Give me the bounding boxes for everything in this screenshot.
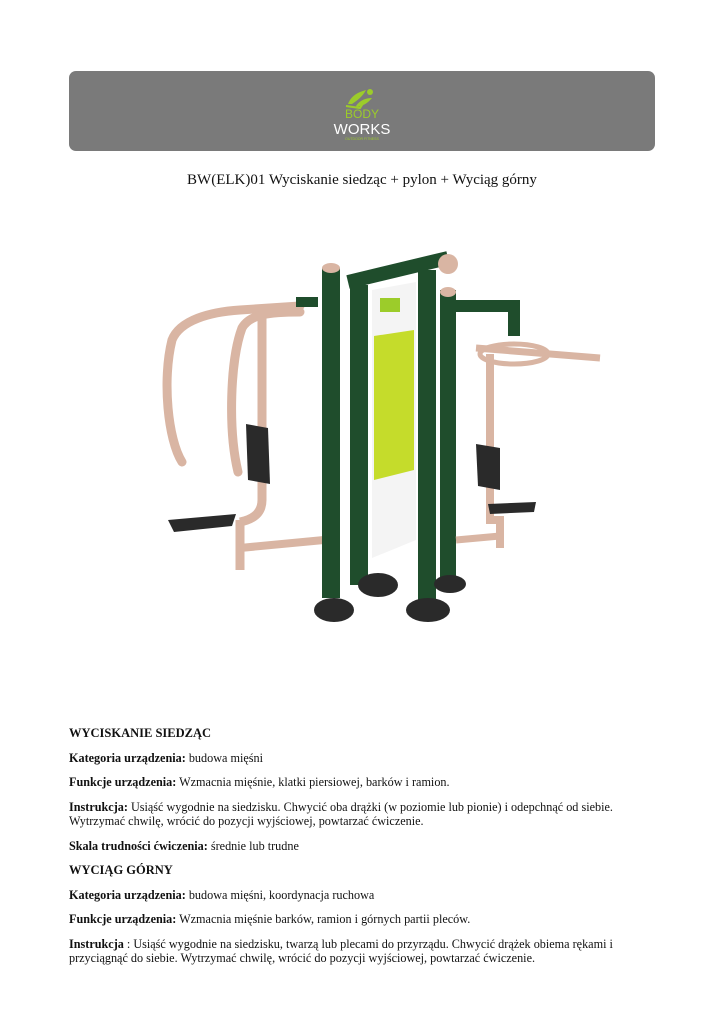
field-label: Skala trudności ćwiczenia: xyxy=(69,838,208,853)
field-value: : Usiąść wygodnie na siedzisku, twarzą lub plecami do przyrządu. Chwycić drążek obiema rękami i przyciągnąć do siebie. Wytrzymać chwilę, wrócić do pozycji wyjściowej, powtarzać ćwiczenie. xyxy=(69,936,613,965)
difficulty-paragraph xyxy=(69,839,659,854)
field-label: Instrukcja: xyxy=(69,799,128,814)
field-label: Kategoria urządzenia: xyxy=(69,750,186,765)
logo-tagline: OUTDOOR FITNESS xyxy=(345,137,379,141)
section-heading: WYCISKANIE SIEDZĄC xyxy=(69,726,212,740)
logo-top-text: BODY xyxy=(344,107,380,121)
seated-press-machine xyxy=(167,297,324,570)
category-paragraph xyxy=(69,751,659,766)
field-value: Wzmacnia mięśnie barków, ramion i górnych partii pleców. xyxy=(176,912,471,926)
field-label: Funkcje urządzenia: xyxy=(69,912,177,926)
field-label: Kategoria urządzenia: xyxy=(69,887,186,902)
category-paragraph xyxy=(69,888,659,903)
leaf-figure-icon xyxy=(346,89,373,108)
section-lat-pulldown xyxy=(69,863,659,966)
field-value: budowa mięśni xyxy=(185,750,263,765)
field-value: Usiąść wygodnie na siedzisku. Chwycić oba drążki (w poziomie lub pionie) i odepchnąć od siebie. Wytrzymać chwilę, wrócić do pozycji wyjściowej, powtarzać ćwiczenie. xyxy=(69,799,613,828)
document-title: BW(ELK)01 Wyciskanie siedząc + pylon + Wyciąg górny xyxy=(187,172,537,188)
bodyworks-logo xyxy=(330,84,394,142)
lat-pulldown-machine xyxy=(434,287,600,593)
left-post xyxy=(314,263,354,622)
section-seated-press xyxy=(69,726,659,853)
field-value: średnie lub trudne xyxy=(207,838,299,853)
description-content xyxy=(69,726,659,976)
instruction-paragraph xyxy=(69,800,659,829)
field-value: budowa mięśni, koordynacja ruchowa xyxy=(185,887,375,902)
section-heading: WYCIĄG GÓRNY xyxy=(69,863,173,877)
functions-paragraph xyxy=(69,775,659,790)
instruction-paragraph xyxy=(69,937,659,966)
equipment-image xyxy=(150,240,620,640)
logo-bottom-text: WORKS xyxy=(333,121,391,138)
field-label: Instrukcja xyxy=(69,936,124,951)
field-value: Wzmacnia mięśnie, klatki piersiowej, barków i ramion. xyxy=(176,775,450,789)
functions-paragraph xyxy=(69,912,659,927)
field-label: Funkcje urządzenia: xyxy=(69,775,177,789)
